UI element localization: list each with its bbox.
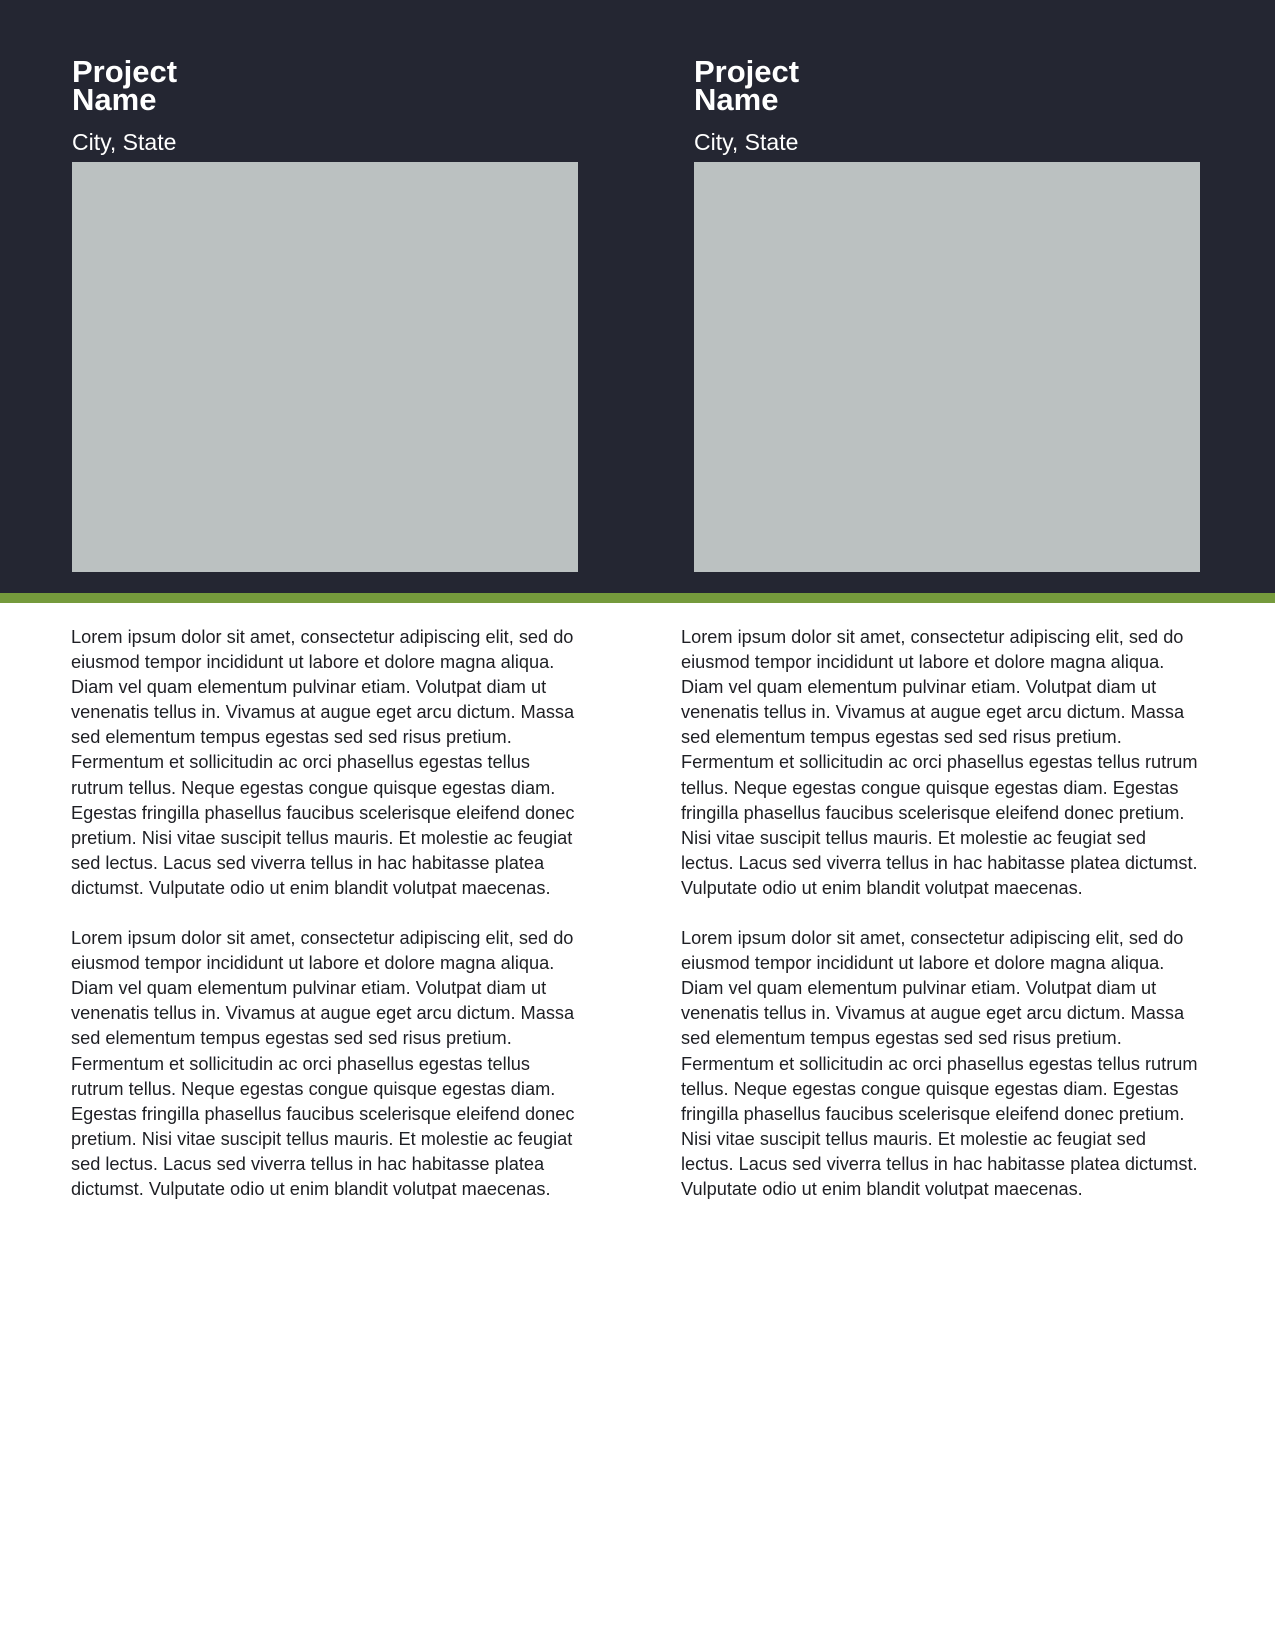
project-location: City, State <box>694 129 799 155</box>
project-location: City, State <box>72 129 177 155</box>
photo-placeholder-left <box>72 162 578 572</box>
project-description-left <box>71 625 577 1227</box>
project-title: Project Name <box>72 54 178 117</box>
accent-divider <box>0 593 1275 603</box>
project-header-left <box>72 54 578 155</box>
body-paragraph: Lorem ipsum dolor sit amet, consectetur adipiscing elit, sed do eiusmod tempor incididunt ut labore et dolore magna aliqua. Diam vel quam elementum pulvinar etiam. Volutpat diam ut venenatis tellus in. Vivamus at augue eget arcu dictum. Massa sed elementum tempus egestas sed sed risus pretium. Fermentum et sollicitudin ac orci phasellus egestas tellus rutrum tellus. Neque egestas congue quisque egestas diam. Egestas fringilla phasellus faucibus scelerisque eleifend donec pretium. Nisi vitae suscipit tellus mauris. Et molestie ac feugiat sed lectus. Lacus sed viverra tellus in hac habitasse platea dictumst. Vulputate odio ut enim blandit volutpat maecenas. <box>71 928 575 1199</box>
photo-placeholder-right <box>694 162 1200 572</box>
body-paragraph: Lorem ipsum dolor sit amet, consectetur adipiscing elit, sed do eiusmod tempor incididunt ut labore et dolore magna aliqua. Diam vel quam elementum pulvinar etiam. Volutpat diam ut venenatis tellus in. Vivamus at augue eget arcu dictum. Massa sed elementum tempus egestas sed sed risus pretium. Fermentum et sollicitudin ac orci phasellus egestas tellus rutrum tellus. Neque egestas congue quisque egestas diam. Egestas fringilla phasellus faucibus scelerisque eleifend donec pretium. Nisi vitae suscipit tellus mauris. Et molestie ac feugiat sed lectus. Lacus sed viverra tellus in hac habitasse platea dictumst. Vulputate odio ut enim blandit volutpat maecenas. <box>681 627 1198 898</box>
body-paragraph: Lorem ipsum dolor sit amet, consectetur adipiscing elit, sed do eiusmod tempor incididunt ut labore et dolore magna aliqua. Diam vel quam elementum pulvinar etiam. Volutpat diam ut venenatis tellus in. Vivamus at augue eget arcu dictum. Massa sed elementum tempus egestas sed sed risus pretium. Fermentum et sollicitudin ac orci phasellus egestas tellus rutrum tellus. Neque egestas congue quisque egestas diam. Egestas fringilla phasellus faucibus scelerisque eleifend donec pretium. Nisi vitae suscipit tellus mauris. Et molestie ac feugiat sed lectus. Lacus sed viverra tellus in hac habitasse platea dictumst. Vulputate odio ut enim blandit volutpat maecenas. <box>681 928 1198 1199</box>
project-description-right <box>681 625 1201 1227</box>
body-paragraph: Lorem ipsum dolor sit amet, consectetur adipiscing elit, sed do eiusmod tempor incididunt ut labore et dolore magna aliqua. Diam vel quam elementum pulvinar etiam. Volutpat diam ut venenatis tellus in. Vivamus at augue eget arcu dictum. Massa sed elementum tempus egestas sed sed risus pretium. Fermentum et sollicitudin ac orci phasellus egestas tellus rutrum tellus. Neque egestas congue quisque egestas diam. Egestas fringilla phasellus faucibus scelerisque eleifend donec pretium. Nisi vitae suscipit tellus mauris. Et molestie ac feugiat sed lectus. Lacus sed viverra tellus in hac habitasse platea dictumst. Vulputate odio ut enim blandit volutpat maecenas. <box>71 627 575 898</box>
project-header-right <box>694 54 1200 155</box>
project-title: Project Name <box>694 54 800 117</box>
